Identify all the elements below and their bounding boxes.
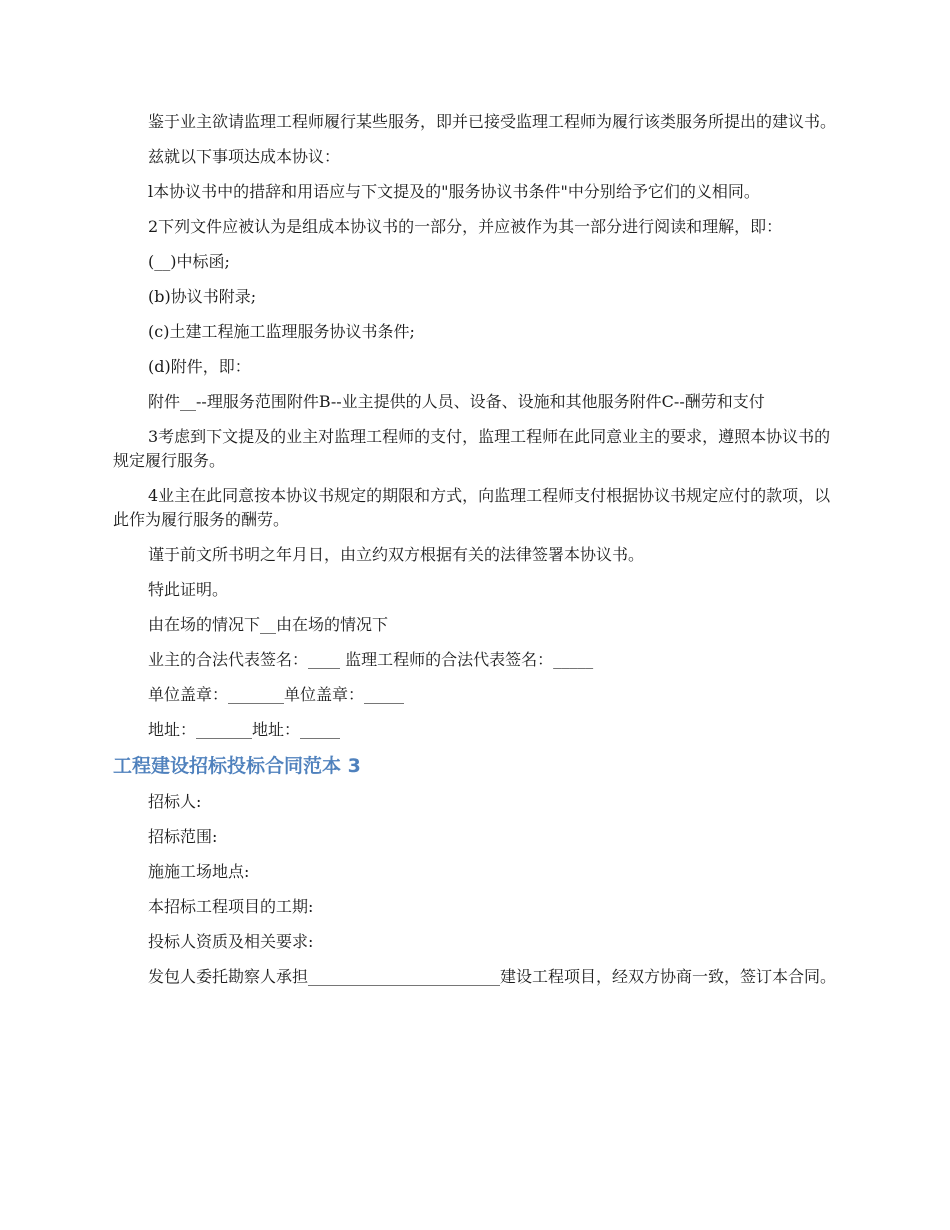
field-bidder-qualification: 投标人资质及相关要求: (148, 932, 314, 951)
paragraph-annexes: 附件__--理服务范围附件B--业主提供的人员、设备、设施和其他服务附件C--酬劳和支付 (148, 392, 765, 411)
paragraph-agreement-intro: 兹就以下事项达成本协议： (148, 147, 341, 166)
field-site-location: 施施工场地点: (148, 862, 250, 881)
signature-line: 业主的合法代表签名：____ 监理工程师的合法代表签名：_____ (148, 650, 594, 669)
field-project-duration: 本招标工程项目的工期: (148, 897, 314, 916)
paragraph-certification: 特此证明。 (148, 580, 229, 599)
seal-line: 单位盖章：_______单位盖章：_____ (148, 685, 405, 704)
document-page (113, 110, 840, 1000)
list-item-d: (d)附件，即： (148, 357, 251, 376)
section-heading: 工程建设招标投标合同范本 3 (113, 755, 361, 777)
list-item-c: (c)土建工程施工监理服务协议书条件; (148, 322, 415, 341)
paragraph-contract-intro: 发包人委托勘察人承担________________________建设工程项目，经双方协商一致，签订本合同。 (148, 967, 837, 986)
field-tender-scope: 招标范围: (148, 827, 218, 846)
list-item-b: (b)协议书附录; (148, 287, 257, 306)
list-item-a: (__)中标函; (148, 252, 230, 271)
field-tenderer: 招标人: (148, 792, 202, 811)
address-line: 地址：_______地址：_____ (148, 720, 341, 739)
paragraph-preamble: 鉴于业主欲请监理工程师履行某些服务，即并已接受监理工程师为履行该类服务所提出的建议书。 (148, 112, 837, 131)
paragraph-clause-1: l本协议书中的措辞和用语应与下文提及的"服务协议书条件"中分别给予它们的义相同。 (148, 182, 760, 201)
paragraph-witness: 由在场的情况下__由在场的情况下 (148, 615, 389, 634)
paragraph-signing: 谨于前文所书明之年月日，由立约双方根据有关的法律签署本协议书。 (148, 545, 645, 564)
paragraph-clause-3: 3考虑到下文提及的业主对监理工程师的支付，监理工程师在此同意业主的要求，遵照本协议书的规定履行服务。 (113, 427, 831, 470)
paragraph-clause-2: 2下列文件应被认为是组成本协议书的一部分，并应被作为其一部分进行阅读和理解，即： (148, 217, 783, 236)
paragraph-clause-4: 4业主在此同意按本协议书规定的期限和方式，向监理工程师支付根据协议书规定应付的款项，以此作为履行服务的酬劳。 (113, 486, 831, 529)
